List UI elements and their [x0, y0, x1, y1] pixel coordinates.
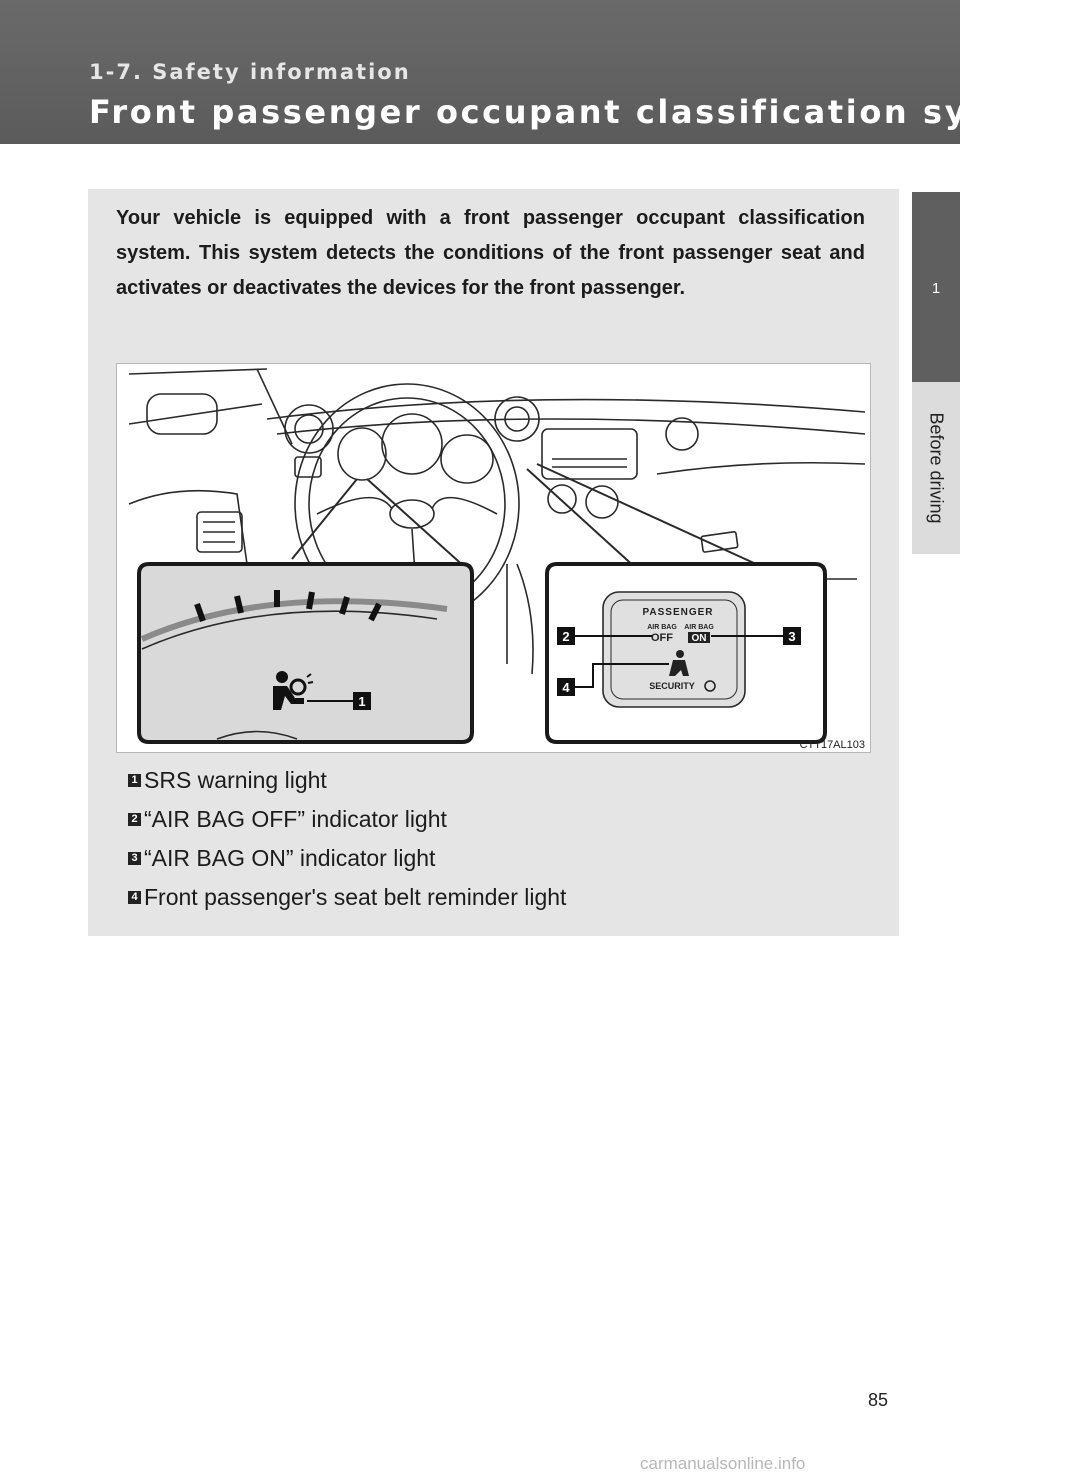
dashboard-drawing: [117, 364, 872, 754]
page-title: Front passenger occupant classification system: [89, 93, 1068, 131]
chapter-tab[interactable]: [912, 192, 960, 382]
page-number: 85: [868, 1390, 889, 1410]
airbag-off-label: OFF: [651, 632, 673, 644]
legend-text: “AIR BAG OFF” indicator light: [144, 806, 447, 832]
callout-4-label: 4: [562, 680, 570, 695]
section-heading: 1-7. Safety information: [89, 60, 411, 84]
passenger-indicator-zoom: [547, 564, 825, 742]
legend-badge: 3: [128, 852, 141, 865]
intro-text: Your vehicle is equipped with a front passenger occupant classification system. This system detects the conditions of the front passenger seat and activates or deactivates the devices for the front passenger.: [116, 207, 865, 299]
dashboard-illustration: [116, 363, 871, 753]
chapter-label: Before driving: [926, 412, 947, 524]
figure-code: CTT17AL103: [799, 739, 865, 751]
page-header: [0, 0, 1068, 144]
airbag-on-label: ON: [691, 633, 707, 644]
legend-badge: 2: [128, 813, 141, 826]
legend-item: [128, 839, 566, 878]
chapter-number: 1: [931, 280, 941, 297]
chapter-label-tab[interactable]: [912, 382, 960, 554]
legend-text: Front passenger's seat belt reminder light: [144, 884, 567, 910]
legend-item: [128, 878, 566, 917]
legend-list: [128, 761, 566, 917]
legend-badge: 4: [128, 891, 141, 904]
watermark: carmanualsonline.info: [640, 1454, 806, 1473]
legend-text: SRS warning light: [144, 767, 327, 793]
airbag-off-small: AIR BAG: [647, 624, 677, 631]
legend-text: “AIR BAG ON” indicator light: [144, 845, 436, 871]
callout-2-label: 2: [562, 629, 570, 644]
legend-item: [128, 761, 566, 800]
srs-zoom-panel: [139, 564, 472, 742]
legend-item: [128, 800, 566, 839]
security-label: SECURITY: [649, 681, 695, 691]
content-panel: [88, 189, 899, 936]
callout-3-label: 3: [788, 629, 796, 644]
airbag-on-small: AIR BAG: [684, 624, 714, 631]
passenger-heading: PASSENGER: [642, 607, 714, 618]
legend-badge: 1: [128, 774, 141, 787]
callout-1-label: 1: [358, 694, 366, 709]
